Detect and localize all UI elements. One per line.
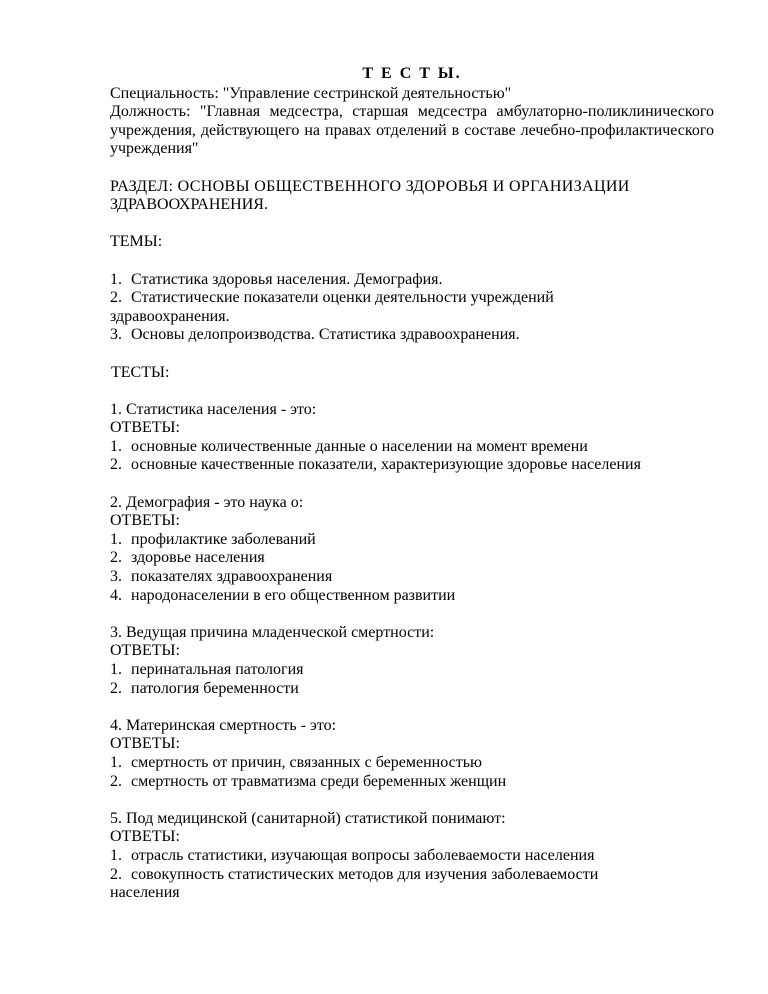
topic-item-continuation: здравоохранения. <box>110 307 230 325</box>
question-block <box>110 494 714 606</box>
position-paragraph: Должность: "Главная медсестра, старшая медсестра амбулаторно-поликлинического учреждения, действующего на правах отделений в составе лечебно-профилактического учреждения" <box>110 103 714 158</box>
answer-option: 1. смертность от причин, связанных с беременностью <box>110 753 482 771</box>
question-text: 3. Ведущая причина младенческой смертности: <box>110 623 435 641</box>
tests-heading: ТЕСТЫ: <box>111 363 170 381</box>
topic-item: 3. Основы делопроизводства. Статистика здравоохранения. <box>110 326 520 344</box>
document-page <box>110 65 714 903</box>
topic-item: 1. Статистика здоровья населения. Демография. <box>110 270 443 288</box>
specialty-line: Специальность: "Управление сестринской деятельностью" <box>110 84 512 102</box>
question-block <box>110 717 714 791</box>
answer-option: 3. показателях здравоохранения <box>110 568 333 586</box>
answer-option: 2. совокупность статистических методов для изучения заболеваемости <box>110 865 599 883</box>
section-heading-line2: ЗДРАВООХРАНЕНИЯ. <box>110 196 268 214</box>
section-heading-line1: РАЗДЕЛ: ОСНОВЫ ОБЩЕСТВЕННОГО ЗДОРОВЬЯ И ОРГАНИЗАЦИИ <box>110 177 630 195</box>
answer-option: 1. профилактике заболеваний <box>110 530 316 548</box>
answers-label: ОТВЕТЫ: <box>110 828 180 846</box>
answers-label: ОТВЕТЫ: <box>110 419 180 437</box>
document-title: Т Е С Т Ы. <box>362 65 462 82</box>
question-block <box>110 401 714 475</box>
answer-option: 1. основные количественные данные о населении на момент времени <box>110 437 588 455</box>
question-block <box>110 810 714 903</box>
topics-list <box>110 271 714 345</box>
question-text: 4. Материнская смертность - это: <box>110 716 337 734</box>
answers-label: ОТВЕТЫ: <box>110 642 180 660</box>
answer-continuation: населения <box>110 884 180 902</box>
answer-option: 2. здоровье населения <box>110 549 265 567</box>
answer-option: 2. смертность от травматизма среди беременных женщин <box>110 772 507 790</box>
answer-option: 2. патология беременности <box>110 679 299 697</box>
answer-option: 1. перинатальная патология <box>110 661 304 678</box>
question-block <box>110 624 714 698</box>
topics-heading: ТЕМЫ: <box>110 233 163 251</box>
answer-option: 4. народонаселении в его общественном развитии <box>110 586 456 604</box>
answer-option: 2. основные качественные показатели, характеризующие здоровье населения <box>110 456 641 474</box>
answer-option: 1. отрасль статистики, изучающая вопросы заболеваемости населения <box>110 846 595 864</box>
question-text: 1. Статистика населения - это: <box>110 400 317 418</box>
topic-item: 2. Статистические показатели оценки деятельности учреждений <box>110 289 554 307</box>
question-text: 2. Демография - это наука о: <box>110 493 304 511</box>
answers-label: ОТВЕТЫ: <box>110 512 180 530</box>
question-text: 5. Под медицинской (санитарной) статистикой понимают: <box>110 809 506 827</box>
answers-label: ОТВЕТЫ: <box>110 735 180 753</box>
